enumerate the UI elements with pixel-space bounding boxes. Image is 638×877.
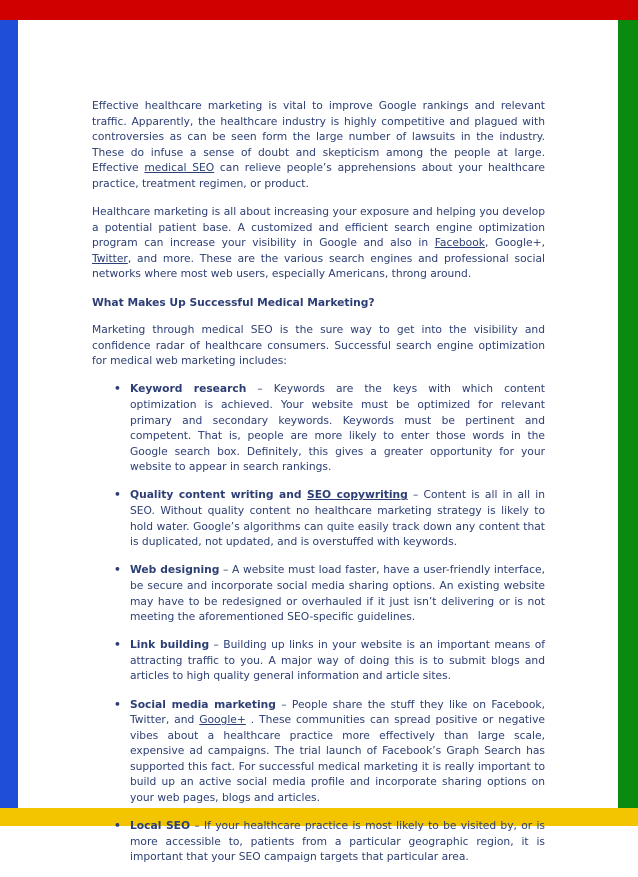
exposure-text: Healthcare marketing is all about increasing your exposure and helping you develop a potential patient base. A customized and efficient search engine optimization program can increase your visibility in Google and also in [92, 205, 545, 250]
list-text-end: . These communities can spread positive or negative vibes about a healthcare practice more effectively than large scale, expensive ad campaigns. The trial launch of Facebook’s Graph Search has supported this fact. For successful medical marketing it is really important to build up an active social media profile and incorporate sharing options on your web pages, blogs and articles. [130, 713, 545, 805]
medical-seo-link[interactable]: medical SEO [144, 161, 215, 175]
border-top [0, 0, 638, 20]
list-text: – If your healthcare practice is most likely to be visited by, or is more accessible to, patients from a particular geographic region, it is important that your SEO campaign targets that particular area. [130, 819, 545, 864]
list-item-web-designing [92, 562, 545, 624]
exposure-text-mid: , Google+, [484, 236, 545, 250]
exposure-text-end: , and more. These are the various search engines and professional social networks where most web users, especially Americans, throng around. [92, 251, 545, 281]
bullet-icon: • [114, 819, 121, 833]
list-term: Social media marketing [130, 697, 276, 711]
list-item-keyword-research [92, 381, 545, 475]
border-left [0, 20, 18, 808]
list-item-link-building [92, 637, 545, 684]
bullet-icon: • [114, 488, 121, 502]
bullet-icon: • [114, 382, 121, 396]
bullet-icon: • [114, 563, 121, 577]
section-heading: What Makes Up Successful Medical Marketing? [92, 295, 375, 309]
list-item-local-seo [92, 818, 545, 865]
list-term: Keyword research [130, 382, 247, 396]
list-term: Quality content writing and [130, 488, 308, 502]
seo-copywriting-link[interactable]: SEO copywriting [307, 488, 408, 502]
list-text: – People share the stuff they like on Facebook, Twitter, and [130, 697, 545, 727]
exposure-paragraph [92, 204, 545, 282]
intro-paragraph [92, 98, 545, 192]
list-term: Link building [130, 638, 210, 652]
list-term: Web designing [130, 563, 220, 577]
twitter-link[interactable]: Twitter [92, 251, 128, 265]
facebook-link[interactable]: Facebook [434, 236, 485, 250]
border-right [618, 20, 638, 808]
list-item-quality-content [92, 487, 545, 549]
list-item-social-media [92, 697, 545, 806]
intro-text: Effective healthcare marketing is vital to improve Google rankings and relevant traffic. Apparently, the healthcare industry is highly competitive and plagued with controversies as can be seen form the large number of lawsuits in the industry. These do infuse a sense of doubt and skepticism among the people at large. Effective [92, 99, 545, 175]
seo-list [92, 381, 545, 865]
list-text: – Keywords are the keys with which content optimization is achieved. Your website must be optimized for relevant primary and secondary keywords. Keywords must be pertinent and competent. That is, people are more likely to enter those words in the Google search box. Definitely, this gives a greater opportunity for your website to appear in search rankings. [130, 382, 545, 474]
intro-text-end: can relieve people’s apprehensions about your healthcare practice, treatment regimen, or product. [92, 161, 546, 190]
list-text: – Content is all in all in SEO. Without quality content no healthcare marketing strategy is likely to hold water. Google’s algorithms can quite easily track down any content that is duplicated, not updated, and is overstuffed with keywords. [130, 488, 545, 549]
document-body [92, 98, 545, 877]
bullet-icon: • [114, 697, 121, 711]
list-term: Local SEO [130, 819, 191, 833]
marketing-paragraph: Marketing through medical SEO is the sure way to get into the visibility and confidence radar of healthcare consumers. Successful search engine optimization for medical web marketing includes: [92, 323, 545, 368]
bullet-icon: • [114, 638, 121, 652]
google-plus-link[interactable]: Google+ [199, 713, 246, 727]
list-text: – Building up links in your website is an important means of attracting traffic to you. A major way of doing this is to submit blogs and articles to high quality general information and article sites. [130, 638, 545, 683]
list-text: – A website must load faster, have a user-friendly interface, be secure and incorporate social media sharing options. An existing website may have to be redesigned or overhauled if it just isn’t delivering or is not meeting the aforementioned SEO-specific guidelines. [130, 563, 546, 624]
border-corner [0, 808, 18, 826]
